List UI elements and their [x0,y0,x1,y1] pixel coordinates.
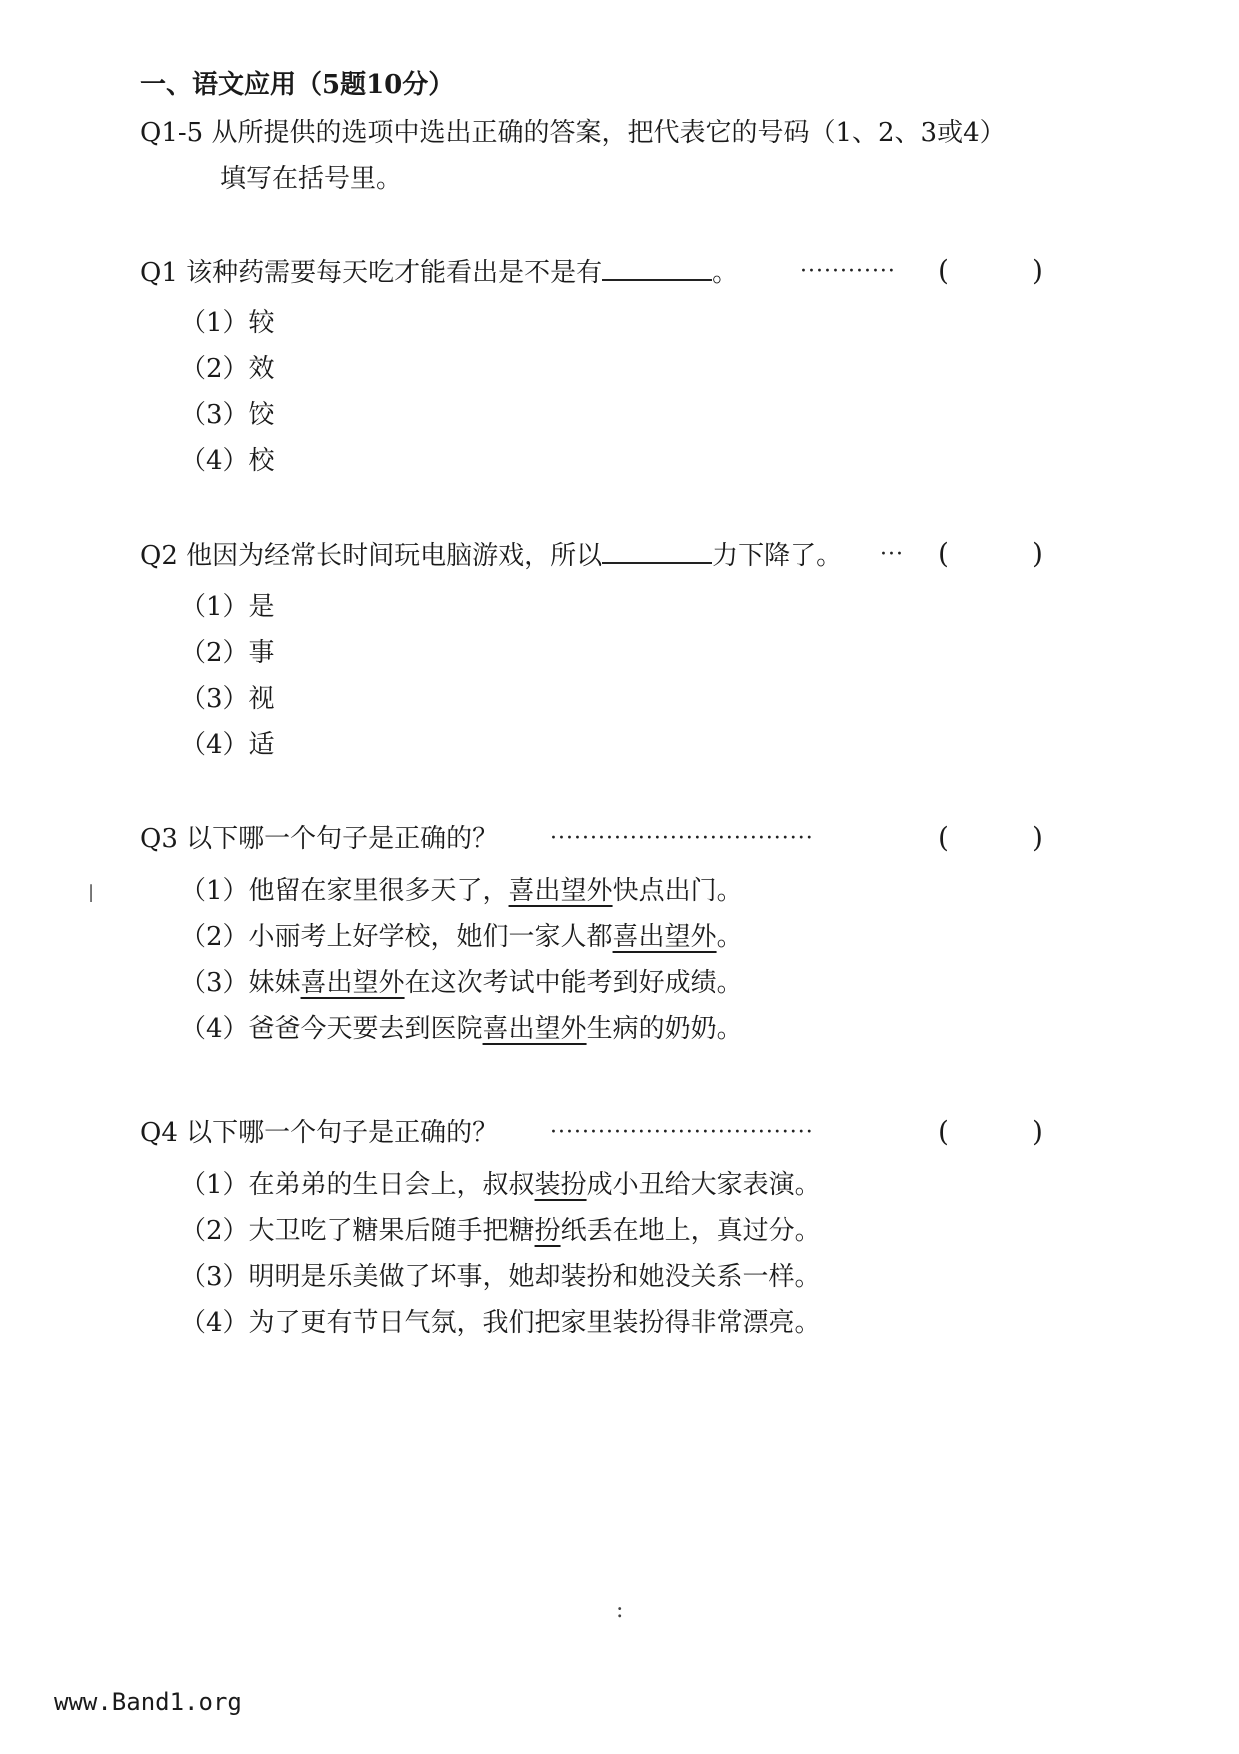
q1-option-2: （2）效 [180,354,275,384]
q4-option-2 [180,1214,821,1248]
option-text: （1）在弟弟的生日会上，叔叔 [180,1170,535,1200]
question-stem-end: 。 [712,258,739,288]
question-stem-text: Q1 该种药需要每天吃才能看出是不是有 [140,258,603,288]
option-text: （4）为了更有节日气氛，我们把家里装扮得非常漂亮。 [180,1308,821,1338]
answer-paren-close: ) [1032,1115,1043,1148]
q2-option-1: （1）是 [180,592,275,622]
underlined-idiom: 喜出望外 [612,922,717,952]
option-text: （4）爸爸今天要去到医院 [180,1014,483,1044]
option-text: 。 [716,922,743,952]
leader-dots: ············ [800,259,896,284]
answer-paren-open: ( [938,821,949,854]
answer-paren-open: ( [938,537,949,570]
instructions-line-2: 填写在括号里。 [220,164,403,194]
q2-option-2: （2）事 [180,638,275,668]
option-text: 快点出门。 [612,876,743,906]
underlined-idiom: 喜出望外 [508,876,613,906]
option-text: 在这次考试中能考到好成绩。 [404,968,743,998]
underlined-word: 扮 [534,1216,561,1246]
option-text: 成小丑给大家表演。 [586,1170,821,1200]
q4-option-1 [180,1168,821,1202]
underlined-idiom: 喜出望外 [300,968,405,998]
leader-dots: ································· [550,1120,814,1145]
answer-paren-close: ) [1032,821,1043,854]
answer-paren-close: ) [1032,254,1043,287]
q3-option-2 [180,920,743,954]
leader-dots: ··· [880,542,904,567]
question-stem-end: 力下降了。 [712,541,843,571]
question-1-stem [140,255,738,290]
q1-option-1: （1）较 [180,308,275,338]
answer-paren-open: ( [938,254,949,287]
question-2-stem [140,538,842,573]
answer-blank [602,538,712,564]
question-stem-text: Q2 他因为经常长时间玩电脑游戏，所以 [140,541,603,571]
q4-option-3 [180,1260,821,1294]
instructions-line-1: Q1-5 从所提供的选项中选出正确的答案，把代表它的号码（1、2、3或4） [140,118,1006,148]
section-title: 一、语文应用（5题10分） [140,70,455,100]
q1-option-4: （4）校 [180,446,275,476]
option-text: 纸丢在地上，真过分。 [560,1216,821,1246]
answer-paren-close: ) [1032,537,1043,570]
q3-option-4 [180,1012,743,1046]
underlined-idiom: 喜出望外 [482,1014,587,1044]
leader-dots: ································· [550,826,814,851]
answer-blank [602,255,712,281]
option-text: （3）妹妹 [180,968,301,998]
page-marker: : [616,1598,624,1623]
q2-option-3: （3）视 [180,684,275,714]
q2-option-4: （4）适 [180,730,275,760]
underlined-word: 装扮 [534,1170,587,1200]
q4-option-4 [180,1306,821,1340]
q3-option-3 [180,966,743,1000]
option-text: （3）明明是乐美做了坏事，她却装扮和她没关系一样。 [180,1262,821,1292]
footer-website: www.Band1.org [54,1688,242,1716]
question-3-stem: Q3 以下哪一个句子是正确的？ [140,824,499,854]
option-text: （2）大卫吃了糖果后随手把糖 [180,1216,535,1246]
q3-option-1 [180,874,743,908]
option-text: 生病的奶奶。 [586,1014,743,1044]
question-4-stem: Q4 以下哪一个句子是正确的？ [140,1118,499,1148]
margin-mark: | [88,882,95,903]
option-text: （1）他留在家里很多天了， [180,876,509,906]
q1-option-3: （3）饺 [180,400,275,430]
option-text: （2）小丽考上好学校，她们一家人都 [180,922,613,952]
answer-paren-open: ( [938,1115,949,1148]
